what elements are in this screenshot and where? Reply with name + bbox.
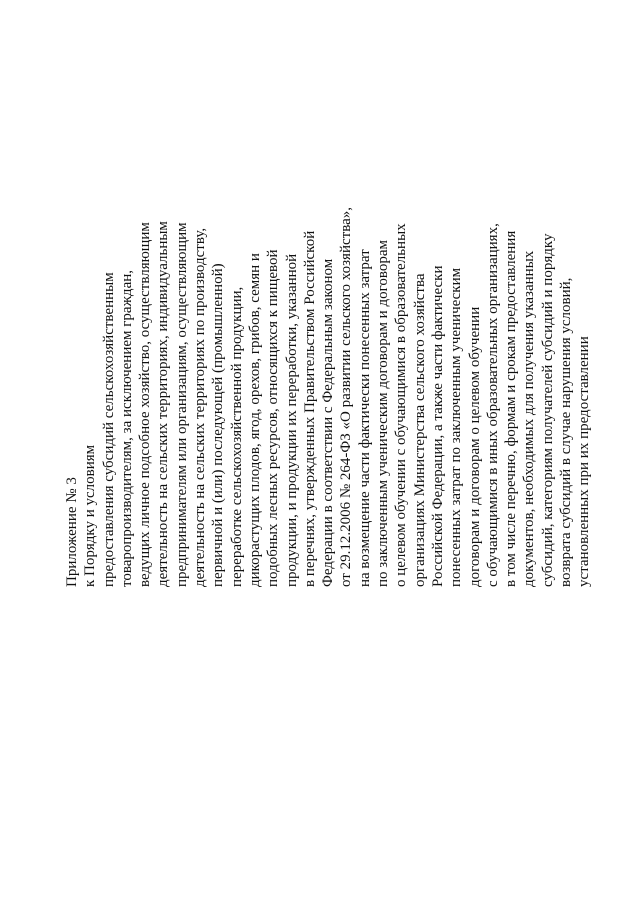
text-line: документов, необходимых для получения указанных [521,250,538,587]
text-line: деятельность на сельских территориях, индивидуальным [155,221,172,587]
text-line: Российской Федерации, а также части фактически [429,265,446,587]
text-line: в перечнях, утвержденных Правительством Российской [301,230,318,587]
text-line: понесенных затрат по заключенным ученическим [448,267,465,587]
text-line: подобных лесных ресурсов, относящихся к пищевой [265,249,282,587]
text-line: ведущих личное подсобное хозяйство, осуществляющим [137,222,154,587]
text-line: первичной и (или) последующей (промышленной) [210,263,227,587]
text-line: возврата субсидий в случае нарушения условий, [558,277,575,587]
text-line: Приложение № 3 [64,477,80,587]
text-line: организациях Министерства сельского хозяйства [411,273,428,587]
text-line: договорам и договорам о целевом обучении [466,306,483,587]
text-line: от 29.12.2006 № 264-ФЗ «О развитии сельского хозяйства», [338,207,355,587]
text-line: субсидий, категориям получателей субсидий и порядку [539,233,556,587]
text-line: продукции, и продукции их переработки, указанной [283,253,300,587]
text-line: установленных при их предоставлении [576,336,593,587]
text-line: по заключенным ученическим договорам и договорам [375,240,392,587]
text-line: в том числе перечню, формам и срокам предоставления [503,230,520,587]
text-line: о целевом обучении с обучающимися в образовательных [393,223,410,587]
text-line: товаропроизводителям, за исключением граждан, [118,270,135,587]
appendix-header-text [63,27,594,587]
text-line: переработке сельскохозяйственной продукции, [228,286,245,587]
text-line: Федерации в соответствии с Федеральным законом [320,258,337,587]
text-line: к Порядку и условиям [82,444,99,587]
text-line: дикорастущих плодов, ягод, орехов, грибов, семян и [246,253,263,587]
text-line: предпринимателям или организациям, осуществляющим [173,222,190,587]
text-line: на возмещение части фактически понесенных затрат [356,249,373,587]
text-line: предоставления субсидий сельскохозяйственным [100,272,117,587]
text-line: деятельность на сельских территориях по производству, [192,227,209,587]
text-line: с обучающимися в иных образовательных организациях, [484,223,501,587]
